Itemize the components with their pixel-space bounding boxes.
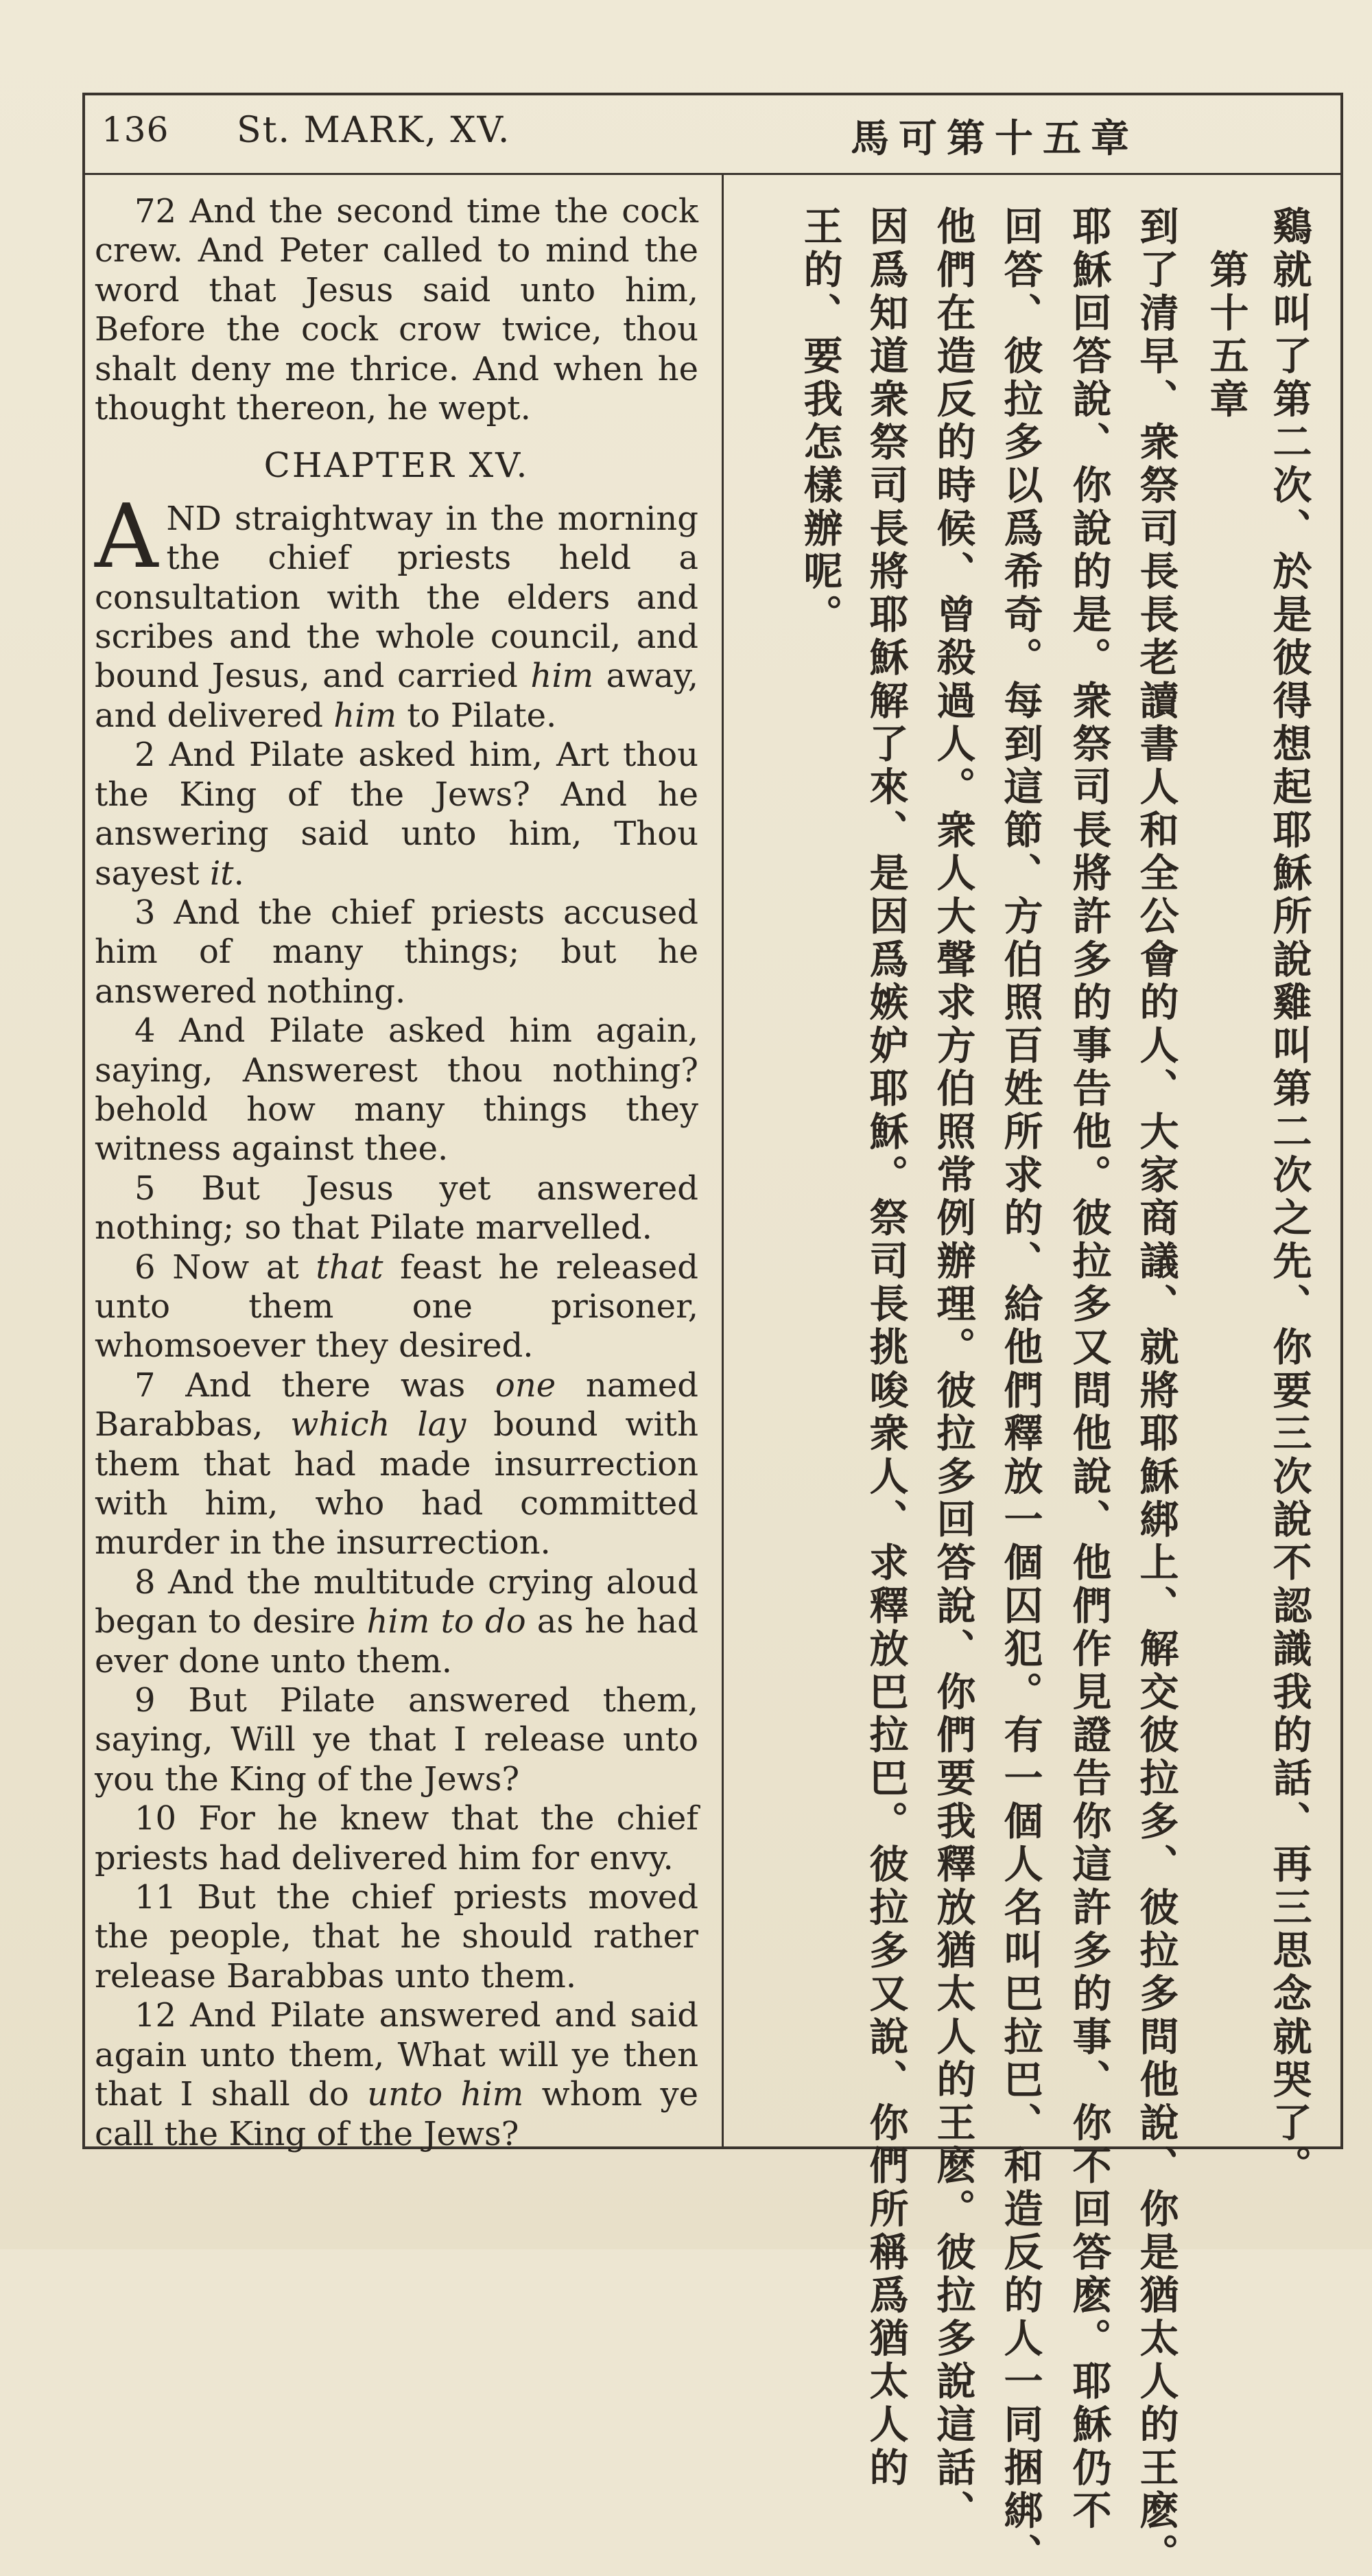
verse-12-italic: unto him	[367, 2075, 524, 2114]
verse-8-text-2: as he had ever done unto them.	[95, 1602, 699, 1681]
verse-1-text-3: to Pilate.	[397, 696, 557, 735]
chinese-running-head: 馬可第十五章	[851, 117, 1139, 161]
verse-6-text-2: feast he released unto them one prisoner, whomsoever they desired.	[95, 1248, 699, 1366]
verse-7-text: 7 And there was	[134, 1366, 495, 1405]
english-column	[95, 192, 698, 2154]
verse-2-text: 2 And Pilate asked him, Art thou the King of the Jews? And he answering said unto him, Thou sayest	[95, 736, 698, 893]
chinese-line: 耶穌回答說、你說的是。衆祭司長將許多的事告他。彼拉多又問他說、他們作見證告你這許多的事、你不回答麽。耶穌仍不	[1066, 206, 1111, 2533]
verse-1-text-2: away, and delivered	[95, 657, 699, 735]
verse-2-italic: it	[209, 854, 234, 893]
chinese-line: 王的、要我怎樣辦呢。	[797, 206, 842, 637]
verse-12-text-2: whom ye call the King of the Jews?	[95, 2075, 699, 2153]
page-number: 136	[102, 110, 169, 150]
verse-8-text: 8 And the multitude crying aloud began to desire	[95, 1562, 698, 1641]
chinese-line: 到了清早、衆祭司長長老讀書人和全公會的人、大家商議、就將耶穌綁上、解交彼拉多、彼拉多問他說、你是猶太人的王麽。	[1133, 206, 1179, 2576]
chinese-chapter-line: 第十五章	[1203, 206, 1249, 421]
chinese-line: 因爲知道衆祭司長將耶穌解了來、是因爲嫉妒耶穌。祭司長挑唆衆人、求釋放巴拉巴。彼拉多又說、你們所稱爲猶太人的	[863, 206, 908, 2490]
verse-6	[95, 1248, 698, 1366]
verse-7-text-2: named Barabbas,	[95, 1366, 699, 1444]
verse-7-italic-2: which lay	[290, 1405, 466, 1444]
header-rule	[82, 173, 1343, 175]
column-divider	[722, 175, 724, 2146]
verse-5: 5 But Jesus yet answered nothing; so that Pilate marvelled.	[95, 1169, 698, 1248]
verse-2-end: .	[233, 854, 244, 893]
verse-6-italic: that	[316, 1248, 383, 1287]
verse-1	[95, 485, 699, 736]
verse-4: 4 And Pilate asked him again, saying, Answerest thou nothing? behold how many things they witness against thee.	[95, 1011, 698, 1169]
verse-7-text-3: bound with them that had made insurrection with him, who had committed murder in the insurrection.	[95, 1405, 698, 1562]
verse-8-italic: him to do	[366, 1602, 526, 1641]
verse-7	[95, 1366, 698, 1563]
chinese-column	[741, 206, 1317, 2576]
verse-11: 11 But the chief priests moved the people, that he should rather release Barabbas unto them.	[95, 1878, 698, 1995]
verse-3: 3 And the chief priests accused him of many things; but he answered nothing.	[95, 893, 698, 1011]
verse-6-text: 6 Now at	[134, 1248, 316, 1287]
verse-10: 10 For he knew that the chief priests had delivered him for envy.	[95, 1799, 698, 1877]
verse-2	[95, 736, 698, 893]
running-head: St. MARK, XV.	[237, 110, 511, 151]
verse-12-text: 12 And Pilate answered and said again unto them, What will ye then that I shall do	[95, 1996, 698, 2114]
verse-1-text: ND straightway in the morning the chief priests held a consultation with the elders and scribes and the whole council, and bound Jesus, and carried	[95, 499, 698, 696]
verse-7-italic-1: one	[495, 1366, 556, 1405]
chinese-line: 回答、彼拉多以爲希奇。每到這節、方伯照百姓所求的、給他們釋放一個囚犯。有一個人名叫巴拉巴、和造反的人一同捆綁、	[997, 206, 1043, 2576]
left-rule	[82, 93, 85, 2149]
right-rule	[1340, 93, 1343, 2149]
verse-1-italic-2: him	[333, 696, 397, 735]
verse-1-italic-1: him	[530, 657, 594, 696]
verse-8	[95, 1563, 698, 1681]
verse-12	[95, 1996, 698, 2154]
chapter-heading: CHAPTER XV.	[263, 445, 530, 486]
top-rule	[82, 93, 1343, 95]
verse-9: 9 But Pilate answered them, saying, Will ye that I release unto you the King of the Jews?	[95, 1681, 698, 1799]
verse-72: 72 And the second time the cock crew. And Peter called to mind the word that Jesus said unto him, Before the cock crow twice, thou shalt deny me thrice. And when he thought thereon, he wept.	[95, 192, 698, 428]
chinese-line: 他們在造反的時候、曾殺過人。衆人大聲求方伯照常例辦理。彼拉多回答說、你們要我釋放猶太人的王麽。彼拉多說這話、	[930, 206, 975, 2533]
chinese-line: 鷄就叫了第二次、於是彼得想起耶穌所說雞叫第二次之先、你要三次說不認識我的話、再三思念就哭了。	[1266, 206, 1312, 2188]
drop-cap: A	[95, 485, 158, 588]
